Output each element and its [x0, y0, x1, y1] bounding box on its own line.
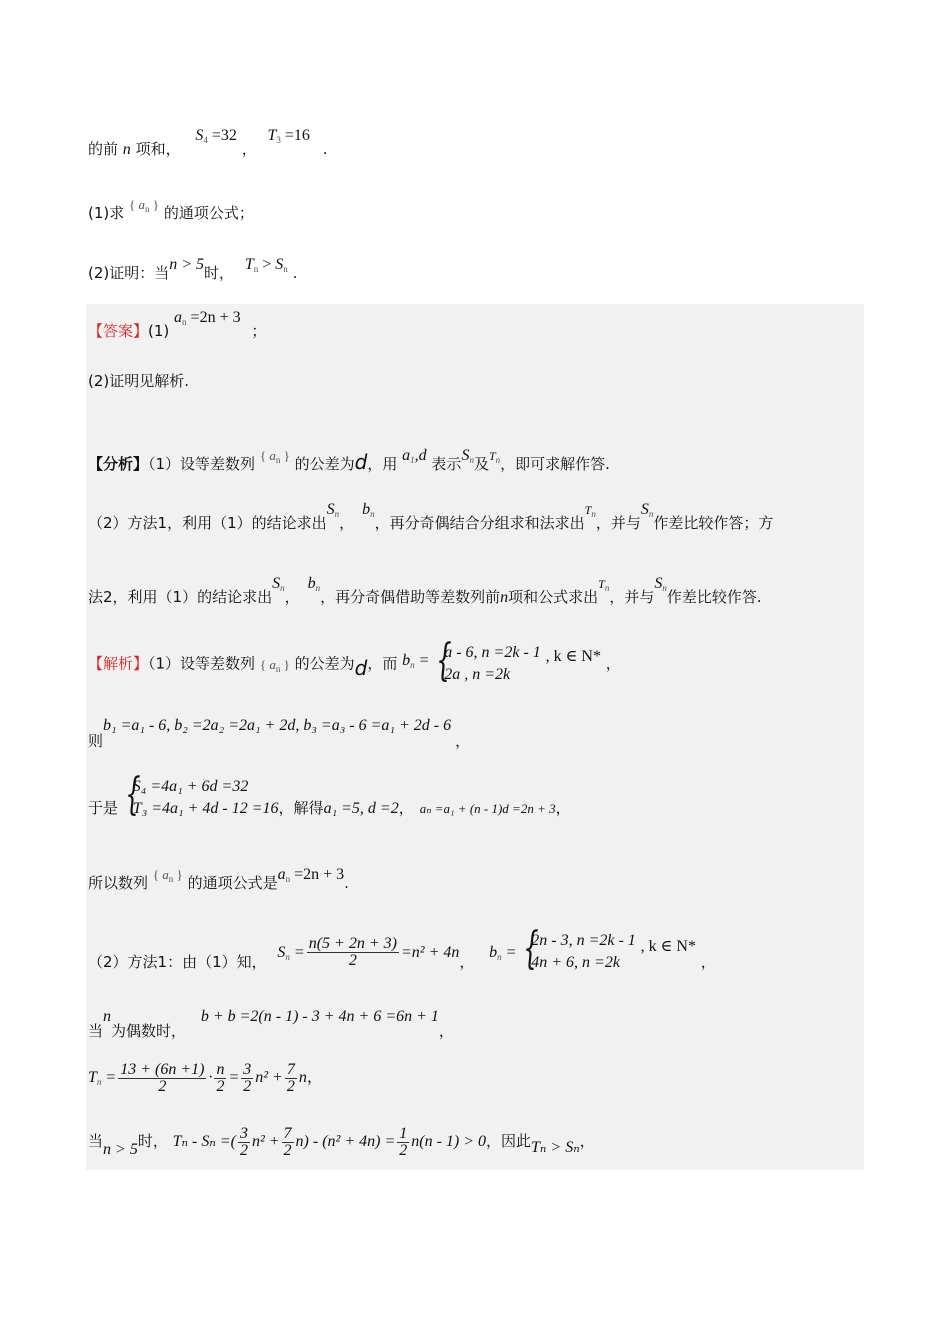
case-row: { S₄ =4a₁ + 6d =32	[132, 778, 249, 795]
sub: n	[96, 1077, 102, 1088]
denominator: 2	[243, 1078, 252, 1095]
sub: n	[182, 317, 187, 327]
question-part2	[88, 256, 298, 283]
text: 项和公式求出	[508, 588, 599, 606]
text: （2）方法1：由（1）知，	[88, 952, 267, 971]
sym-tn	[598, 577, 609, 591]
text: ，并与	[609, 588, 655, 606]
solution-l8	[88, 1126, 595, 1159]
var-n: n	[122, 141, 131, 158]
text: ，即可求解作答.	[500, 455, 610, 473]
sym: T	[598, 577, 605, 591]
sub: n	[275, 455, 281, 465]
bn-lhs	[402, 652, 429, 669]
sym-sn	[461, 447, 474, 464]
answer-formula	[174, 309, 241, 326]
sub: n	[662, 583, 667, 593]
sym: b	[362, 501, 371, 518]
numerator: 7	[286, 1061, 295, 1078]
text: 的公差为	[294, 455, 355, 473]
sym: T	[88, 1069, 97, 1087]
tail: n(n - 1) > 0	[411, 1133, 487, 1151]
cond-t3	[267, 127, 309, 144]
case-row: { 2n - 3, n =2k - 1	[531, 932, 636, 949]
text: 作差比较作答；方	[653, 514, 774, 532]
sym: S	[277, 943, 286, 961]
text: .	[292, 264, 298, 282]
sub: n	[648, 509, 654, 519]
sym: a	[138, 197, 146, 212]
sub: 1	[410, 455, 415, 465]
text: ，	[459, 952, 475, 971]
denominator: 2	[158, 1078, 167, 1095]
text: 的公差为	[294, 654, 355, 673]
k-domain: , k ∈ N*	[640, 937, 696, 955]
sym-sn	[641, 501, 654, 518]
text: 及	[473, 455, 489, 473]
text: ，再分奇偶借助等差数列前	[320, 588, 501, 606]
sub: n	[168, 874, 174, 884]
text: 的前	[88, 140, 119, 158]
solution-l5	[88, 930, 716, 974]
sub: n	[410, 659, 415, 670]
sym: T	[244, 256, 254, 273]
sub: n	[285, 951, 290, 962]
text: （1）设等差数列	[148, 654, 256, 673]
answer-tag: 【答案】	[88, 322, 149, 340]
text: ，	[284, 588, 300, 606]
sub: n	[495, 455, 501, 465]
sym: S	[461, 447, 470, 464]
sym: T	[488, 449, 496, 463]
fraction	[282, 1126, 294, 1159]
denominator: 2	[348, 952, 357, 970]
sym: S	[640, 501, 649, 518]
lhs: Tₙ - Sₙ =(	[172, 1133, 236, 1151]
formula: aₙ =a₁ + (n - 1)d =2n + 3	[419, 800, 556, 816]
sub: n	[280, 583, 285, 593]
numerator: n	[216, 1061, 225, 1078]
sym: T	[584, 503, 592, 517]
sym-bn	[362, 501, 375, 518]
conclusion: Tₙ > Sₙ	[531, 1139, 580, 1157]
sub: n	[315, 583, 321, 593]
analysis-p1	[88, 447, 610, 474]
var-n: n	[103, 1008, 112, 1025]
sym: a	[162, 867, 169, 882]
text: .	[344, 874, 349, 892]
sub: 4	[203, 135, 208, 145]
sym: S	[195, 127, 204, 144]
sub: 3	[276, 135, 281, 145]
text: ，	[306, 1069, 323, 1087]
text: 当	[88, 1022, 104, 1040]
text: ，	[339, 514, 355, 532]
cond: n > 5	[169, 256, 205, 273]
text: (1)	[148, 322, 170, 340]
sym: a	[402, 447, 411, 464]
mid: ) - (n² + 4n) =	[303, 1133, 396, 1151]
solution-l7: $T_n$ = $\frac{13 + (6n +1)}{2}$ · $\frac{n}{2}$ = $\frac{3}{2}$ n² + $\frac{7}{2}$ n，	[88, 1061, 323, 1095]
numerator: 1	[399, 1125, 408, 1142]
fraction	[238, 1126, 250, 1159]
answer-part2: (2)证明见解析.	[88, 372, 190, 390]
text: 时，	[137, 1132, 168, 1151]
formula: b₁ =a₁ - 6, b₂ =2a₂ =2a₁ + 2d, b₃ =a₃ - 6 =a₁ + 2d - 6	[103, 717, 452, 734]
text: 时，	[204, 264, 235, 282]
text: ，	[438, 1022, 454, 1040]
text: .	[322, 140, 328, 158]
text: ，	[555, 798, 571, 817]
analysis-p3	[88, 575, 762, 607]
text: ，并与	[595, 514, 641, 532]
denominator: 2	[216, 1078, 225, 1095]
text: 于是	[88, 798, 119, 817]
denominator: 2	[283, 1142, 292, 1159]
sym-tn	[489, 449, 500, 463]
numerator: 13 + (6n +1)	[120, 1061, 205, 1078]
sym: a	[269, 656, 276, 672]
solution-l6	[88, 1008, 454, 1040]
fraction	[307, 936, 399, 969]
sub: n	[370, 509, 375, 519]
denominator: 2	[286, 1078, 295, 1095]
text: ；	[251, 322, 267, 340]
text: 当	[88, 1132, 104, 1151]
solution-l3	[88, 776, 571, 820]
set-an: { $a_n$ }	[152, 867, 183, 884]
sub: n	[253, 264, 259, 274]
text: 所以数列	[88, 874, 149, 892]
formula: a₁ =5, d =2	[323, 799, 399, 817]
solution-tag: 【解析】	[88, 654, 149, 673]
case-row: 2a , n =2k	[444, 666, 511, 683]
case-row: { a - 6, n =2k - 1	[444, 644, 541, 661]
text: ，而	[367, 654, 398, 673]
sym: S	[272, 575, 281, 592]
sub: n	[497, 951, 502, 962]
analysis-tag: 【分析】	[88, 455, 149, 473]
rhs: =32	[211, 127, 237, 144]
rel: >	[258, 256, 276, 273]
fraction	[241, 1062, 253, 1095]
analysis-p2	[88, 501, 774, 533]
text: 法2，利用（1）的结论求出	[88, 588, 273, 606]
sym-tn	[585, 503, 596, 517]
sym: b	[307, 575, 316, 592]
denominator: 2	[399, 1142, 408, 1159]
denominator: 2	[239, 1142, 248, 1159]
fraction	[397, 1126, 409, 1159]
text: ，用	[367, 455, 398, 473]
rhs: =n² + 4n	[400, 943, 460, 961]
sn-formula: $S_n$ = $\frac{n(5 + 2n + 3)}{2}$ =n² + 4n	[277, 935, 460, 970]
system-cases	[123, 776, 279, 820]
sub: n	[145, 204, 150, 214]
sym: a	[277, 866, 286, 883]
sym: ,d	[414, 447, 427, 464]
text: ，	[241, 140, 257, 158]
fraction	[285, 1062, 297, 1095]
sub: n	[283, 264, 288, 274]
text: 表示	[431, 455, 462, 473]
bn-cases	[434, 642, 541, 686]
formula: b + b =2(n - 1) - 3 + 4n + 6 =6n + 1	[200, 1008, 439, 1025]
set-an: { $a_n$ }	[129, 197, 160, 214]
text: （2）方法1，利用（1）的结论求出	[88, 514, 327, 532]
text: ，解得	[278, 798, 324, 817]
sym-bn	[308, 575, 321, 592]
solution-l2	[88, 717, 471, 750]
text: ，	[455, 732, 471, 750]
sym: a	[174, 309, 183, 326]
diff-formula: Tₙ - Sₙ =( $\frac{3}{2}$ n² + $\frac{7}{2}$ n) - (n² + 4n) = $\frac{1}{2}$ n(n - 1) > 0	[172, 1125, 487, 1159]
numerator: 7	[283, 1125, 292, 1142]
sub: n	[604, 583, 610, 593]
solution-l1	[88, 642, 621, 686]
numerator: 3	[243, 1061, 252, 1078]
sub: n	[469, 455, 474, 465]
case-row: T₃ =4a₁ + 4d - 12 =16	[132, 800, 279, 817]
text: 则	[88, 732, 104, 750]
cond: n > 5	[103, 1141, 138, 1159]
sym: S	[654, 575, 663, 592]
solution-l4	[88, 866, 349, 893]
text: ，因此	[486, 1132, 532, 1151]
sym: b	[489, 943, 498, 961]
text: 项和，	[135, 140, 181, 158]
var-n: n	[500, 589, 509, 606]
text: ，	[579, 1132, 595, 1151]
claim	[245, 256, 288, 273]
rhs: =2n + 3	[190, 309, 241, 326]
vars-a1-d	[402, 447, 427, 464]
case-row: 4n + 6, n =2k	[531, 954, 620, 971]
text: 的通项公式；	[163, 204, 254, 222]
set-an: { $a_n$ }	[259, 448, 290, 465]
bn-cases	[521, 930, 636, 974]
sym-sn	[654, 575, 667, 592]
sym-sn	[272, 575, 285, 592]
var-d: d	[354, 450, 368, 474]
sym: T	[267, 127, 277, 144]
sub: n	[591, 509, 596, 519]
sub: n	[275, 663, 281, 674]
fraction	[214, 1062, 226, 1095]
text: ，	[605, 654, 621, 673]
set-an: { $a_n$ }	[259, 656, 290, 674]
text: 为偶数时，	[111, 1022, 187, 1040]
eq: =	[414, 651, 430, 669]
sym: S	[326, 501, 335, 518]
question-part1	[88, 197, 254, 223]
cond-s4	[195, 127, 237, 144]
answer-part1	[88, 309, 267, 341]
sub: n	[334, 509, 340, 519]
text: 的通项公式是	[187, 874, 278, 892]
question-intro	[88, 127, 328, 159]
text: ，	[398, 798, 414, 817]
sym: b	[402, 651, 411, 669]
numerator: n(5 + 2n + 3)	[308, 935, 397, 953]
var-d: d	[354, 655, 368, 680]
numerator: 3	[239, 1125, 248, 1142]
formula	[278, 866, 345, 883]
text: 作差比较作答.	[666, 588, 762, 606]
sym-sn	[327, 501, 340, 518]
text: (1)求	[88, 204, 125, 222]
text: ，	[700, 952, 716, 971]
rhs: =2n + 3	[294, 866, 345, 883]
bn-lhs: $b_n$ =	[489, 943, 517, 962]
text: ，再分奇偶结合分组求和法求出	[374, 514, 585, 532]
fraction	[118, 1062, 206, 1095]
rhs: =16	[284, 127, 310, 144]
text: (2)证明：当	[88, 264, 170, 282]
sub: n	[285, 874, 291, 884]
k-domain: , k ∈ N*	[545, 647, 601, 665]
text: （1）设等差数列	[148, 455, 256, 473]
sym: S	[275, 256, 284, 273]
sym: a	[269, 448, 276, 463]
